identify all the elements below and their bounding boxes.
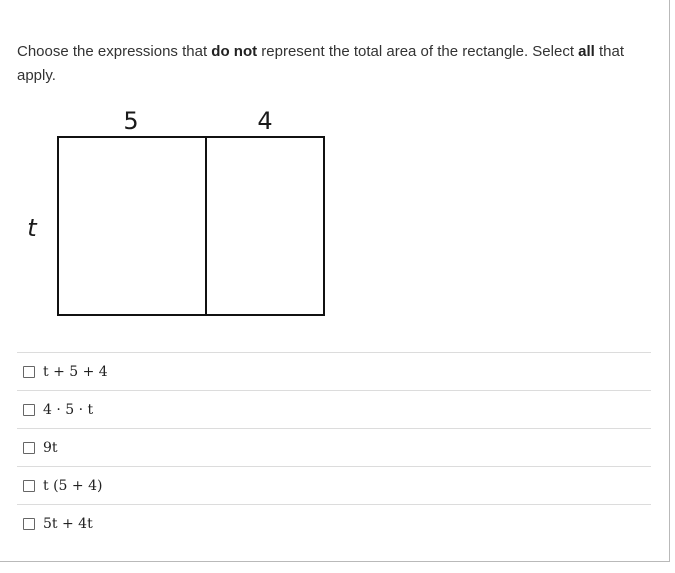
choice-5[interactable] xyxy=(17,504,651,542)
answer-choices xyxy=(17,352,651,542)
choice-3[interactable] xyxy=(17,428,651,466)
choice-4[interactable] xyxy=(17,466,651,504)
prompt-text-1: Choose the expressions that xyxy=(17,43,212,60)
choice-label: t (5 + 4) xyxy=(43,477,103,494)
choice-label: 5t + 4t xyxy=(43,515,93,532)
choice-label: 9t xyxy=(43,439,58,456)
height-label: t xyxy=(27,214,37,242)
right-rectangle-part xyxy=(206,137,324,315)
prompt-emphasis-all: all xyxy=(578,43,595,60)
prompt-text-3: that apply. xyxy=(17,43,625,84)
width-label-left: 5 xyxy=(123,107,139,135)
left-rectangle-part xyxy=(58,137,206,315)
checkbox[interactable] xyxy=(23,442,35,454)
choice-label: t + 5 + 4 xyxy=(43,363,108,380)
checkbox[interactable] xyxy=(23,404,35,416)
checkbox[interactable] xyxy=(23,366,35,378)
prompt-text-2: represent the total area of the rectangle. Select xyxy=(257,43,579,60)
width-label-right: 4 xyxy=(257,107,273,135)
checkbox[interactable] xyxy=(23,480,35,492)
checkbox[interactable] xyxy=(23,518,35,530)
choice-label: 4 · 5 · t xyxy=(43,401,94,418)
question-prompt xyxy=(17,40,647,88)
prompt-emphasis-do-not: do not xyxy=(211,43,258,60)
rectangle-figure xyxy=(20,100,340,330)
choice-2[interactable] xyxy=(17,390,651,428)
choice-1[interactable] xyxy=(17,352,651,390)
